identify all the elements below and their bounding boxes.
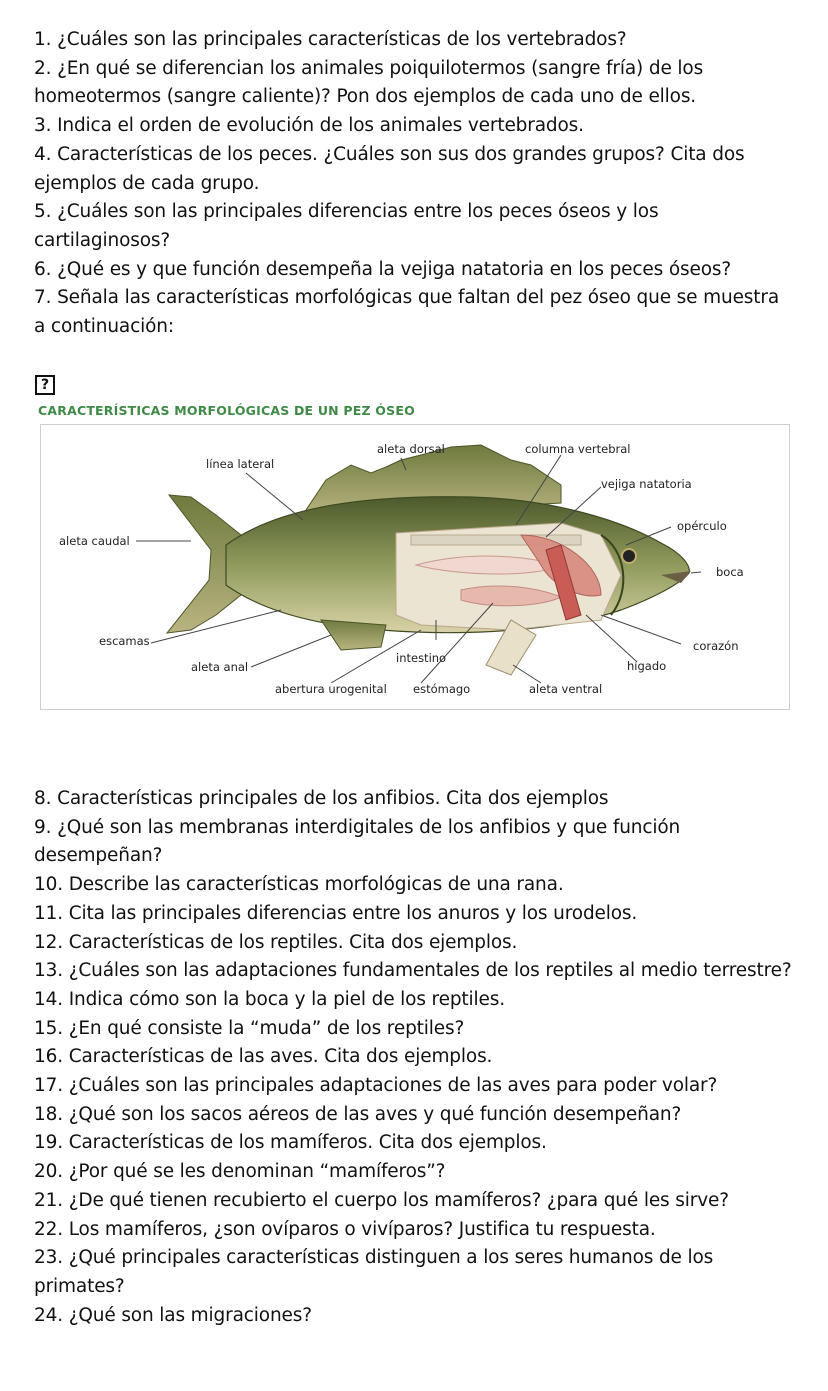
fish-diagram [41,425,791,711]
fish-figure [40,424,790,710]
label-higado: hígado [627,659,667,673]
label-estomago: estómago [413,682,471,696]
question-16: 16. Características de las aves. Cita dos ejemplos. [34,1046,493,1068]
label-aleta-dorsal: aleta dorsal [377,442,445,456]
question-23: 23. ¿Qué principales características distinguen a los seres humanos de los primates? [34,1247,714,1297]
label-corazon: corazón [693,639,739,653]
label-vejiga-natatoria: vejiga natatoria [601,477,692,491]
label-operculo: opérculo [677,519,727,533]
question-7: 7. Señala las características morfológicas que faltan del pez óseo que se muestra a continuación: [34,287,780,338]
broken-image-icon: ? [35,375,55,395]
question-10: 10. Describe las características morfológicas de una rana. [34,874,564,896]
question-2: 2. ¿En qué se diferencian los animales poiquilotermos (sangre fría) de los homeotermos (sangre caliente)? Pon dos ejemplos de cada uno de ellos. [34,57,704,108]
label-abertura-urogenital: abertura urogenital [275,682,387,696]
label-escamas: escamas [99,634,150,648]
question-20: 20. ¿Por qué se les denominan “mamíferos”? [34,1161,446,1183]
questions-top [34,26,794,342]
question-9: 9. ¿Qué son las membranas interdigitales de los anfibios y que función desempeñan? [34,816,681,867]
question-17: 17. ¿Cuáles son las principales adaptaciones de las aves para poder volar? [34,1075,718,1097]
question-24: 24. ¿Qué son las migraciones? [34,1304,312,1326]
label-intestino: intestino [396,651,447,665]
question-14: 14. Indica cómo son la boca y la piel de los reptiles. [34,988,505,1010]
question-11: 11. Cita las principales diferencias entre los anuros y los urodelos. [34,902,638,924]
figure-title: CARACTERÍSTICAS MORFOLÓGICAS DE UN PEZ ÓSEO [38,403,415,418]
questions-bottom [34,785,794,1330]
label-aleta-ventral: aleta ventral [529,682,603,696]
label-aleta-anal: aleta anal [191,660,249,674]
question-5: 5. ¿Cuáles son las principales diferencias entre los peces óseos y los cartilaginosos? [34,201,659,251]
label-columna-vertebral: columna vertebral [525,442,631,456]
question-21: 21. ¿De qué tienen recubierto el cuerpo los mamíferos? ¿para qué les sirve? [34,1189,729,1211]
question-8: 8. Características principales de los anfibios. Cita dos ejemplos [34,788,609,809]
question-3: 3. Indica el orden de evolución de los animales vertebrados. [34,115,584,137]
label-linea-lateral: línea lateral [206,457,275,471]
question-4: 4. Características de los peces. ¿Cuáles son sus dos grandes grupos? Cita dos ejemplos de cada grupo. [34,143,745,194]
label-aleta-caudal: aleta caudal [59,534,130,548]
question-1: 1. ¿Cuáles son las principales características de los vertebrados? [34,29,627,50]
question-19: 19. Características de los mamíferos. Cita dos ejemplos. [34,1132,547,1154]
label-boca: boca [716,565,744,579]
question-6: 6. ¿Qué es y que función desempeña la vejiga natatoria en los peces óseos? [34,258,732,280]
question-22: 22. Los mamíferos, ¿son ovíparos o vivíparos? Justifica tu respuesta. [34,1218,656,1240]
eye-shape [622,549,636,563]
question-15: 15. ¿En qué consiste la “muda” de los reptiles? [34,1017,465,1039]
question-18: 18. ¿Qué son los sacos aéreos de las aves y qué función desempeñan? [34,1103,682,1125]
question-13: 13. ¿Cuáles son las adaptaciones fundamentales de los reptiles al medio terrestre? [34,960,792,982]
question-12: 12. Características de los reptiles. Cita dos ejemplos. [34,931,518,953]
